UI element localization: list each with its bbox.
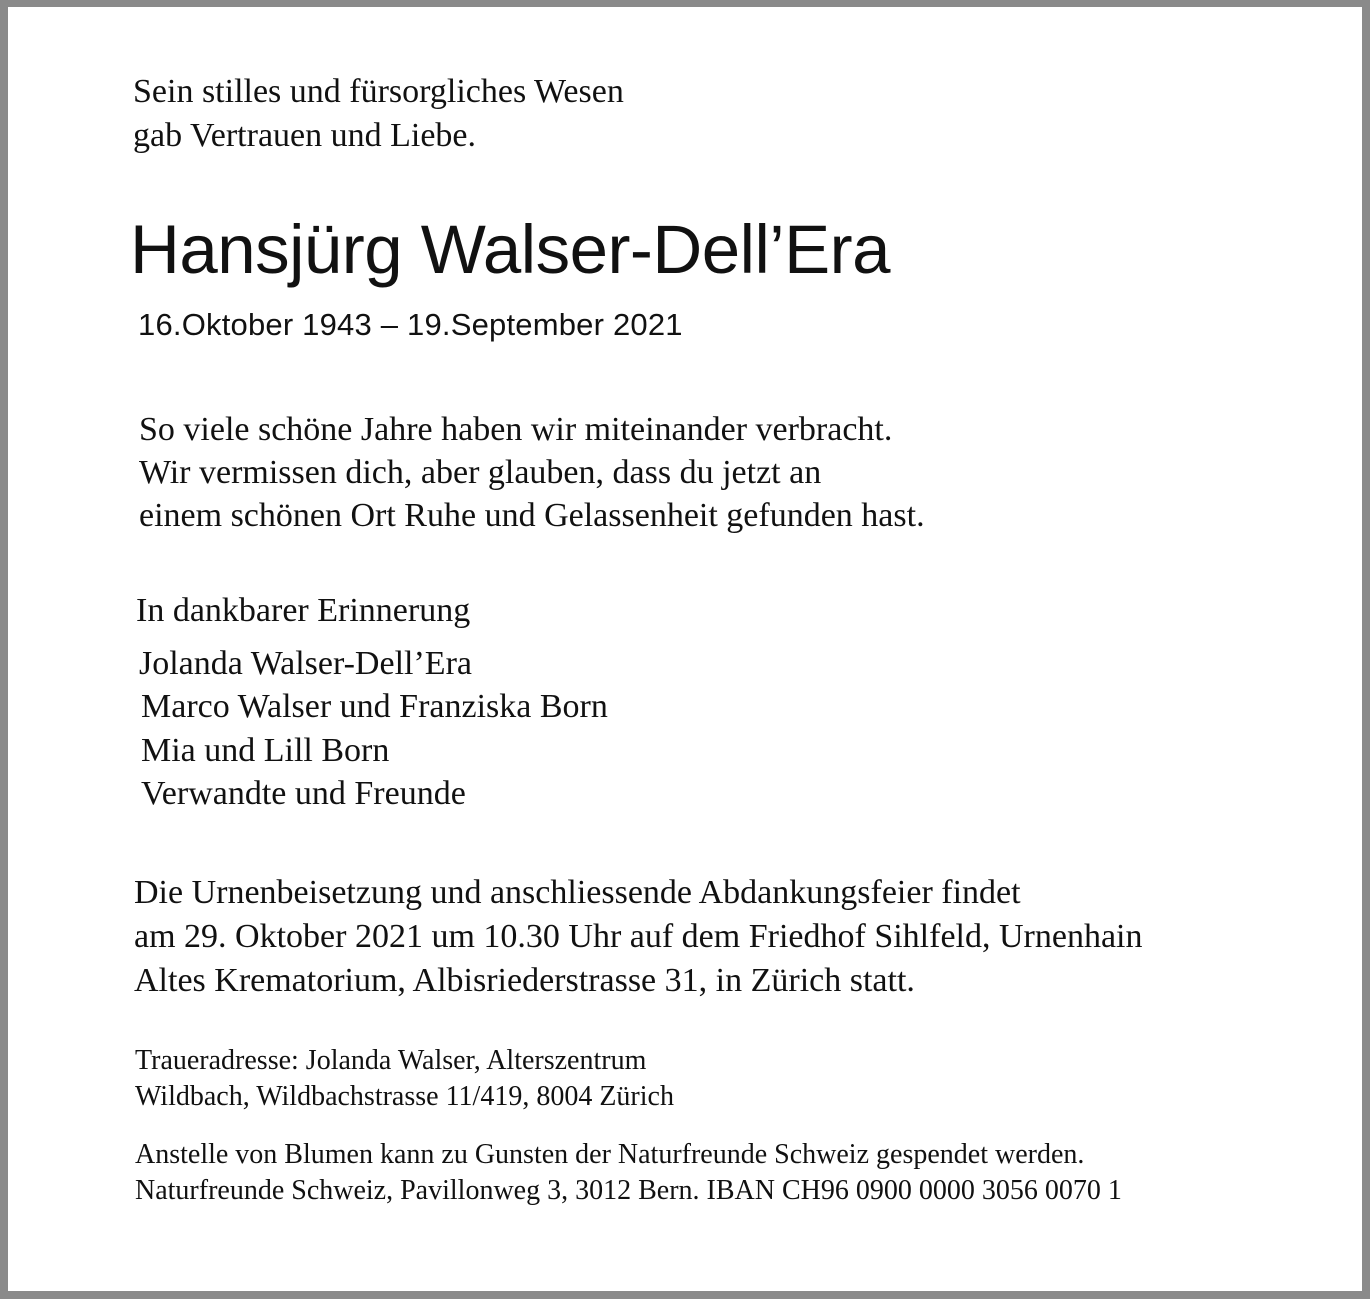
donation-line-1: Anstelle von Blumen kann zu Gunsten der Naturfreunde Schweiz gespendet werden. bbox=[135, 1139, 1085, 1170]
intro-line-1: Sein stilles und fürsorgliches Wesen bbox=[133, 73, 624, 110]
message-line-2: Wir vermissen dich, aber glauben, dass du jetzt an bbox=[139, 454, 822, 491]
donation-line-2: Naturfreunde Schweiz, Pavillonweg 3, 3012 Bern. IBAN CH96 0900 0000 3056 0070 1 bbox=[135, 1175, 1122, 1206]
ceremony-line-3: Altes Krematorium, Albisriederstrasse 31, in Zürich statt. bbox=[134, 962, 915, 999]
ceremony-line-1: Die Urnenbeisetzung und anschliessende Abdankungsfeier findet bbox=[134, 874, 1021, 911]
message-line-1: So viele schöne Jahre haben wir miteinander verbracht. bbox=[139, 411, 893, 448]
mourner-name: Mia und Lill Born bbox=[141, 732, 390, 769]
mourner-name: Jolanda Walser-Dell’Era bbox=[139, 645, 472, 682]
address-line-1: Traueradresse: Jolanda Walser, Alterszentrum bbox=[135, 1045, 647, 1076]
mourner-name: Marco Walser und Franziska Born bbox=[141, 688, 608, 725]
life-dates: 16.Oktober 1943 – 19.September 2021 bbox=[138, 307, 683, 342]
mourner-name: Verwandte und Freunde bbox=[141, 775, 466, 812]
ceremony-line-2: am 29. Oktober 2021 um 10.30 Uhr auf dem Friedhof Sihlfeld, Urnenhain bbox=[134, 918, 1143, 955]
address-line-2: Wildbach, Wildbachstrasse 11/419, 8004 Zürich bbox=[135, 1081, 674, 1112]
mourners-heading: In dankbarer Erinnerung bbox=[136, 592, 471, 629]
deceased-name: Hansjürg Walser-Dell’Era bbox=[130, 211, 890, 288]
message-line-3: einem schönen Ort Ruhe und Gelassenheit gefunden hast. bbox=[139, 497, 925, 534]
intro-line-2: gab Vertrauen und Liebe. bbox=[133, 117, 477, 154]
